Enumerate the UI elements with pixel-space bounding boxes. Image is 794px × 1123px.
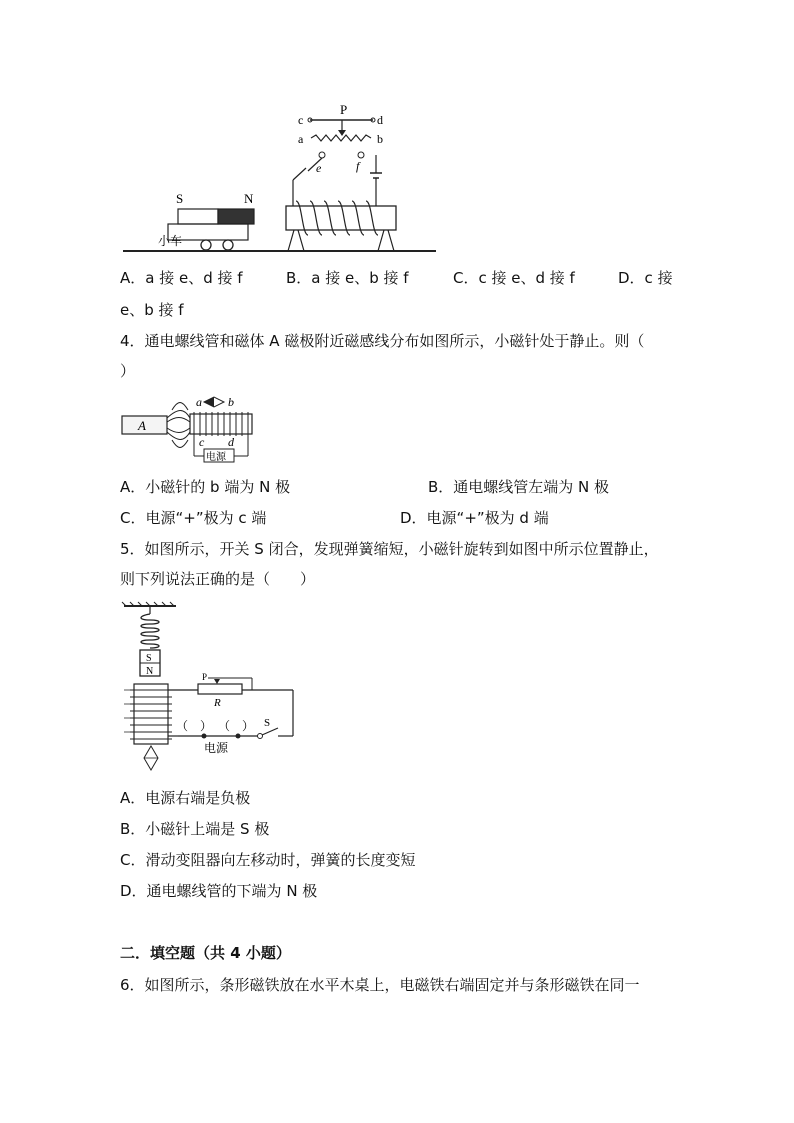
- q5-option-d: D．通电螺线管的下端为 N 极: [120, 882, 318, 900]
- q3-option-d: D．c 接: [618, 269, 673, 287]
- fig1-label-c: c: [298, 113, 304, 127]
- q4-option-d: D．电源“+”极为 d 端: [400, 509, 549, 527]
- q4-option-a: A．小磁针的 b 端为 N 极: [120, 478, 291, 496]
- fig1-label-f: f: [356, 159, 360, 173]
- q4-stem-line2: ）: [120, 362, 136, 380]
- q5-stem-line2: 则下列说法正确的是（ ）: [120, 570, 316, 588]
- fig1-label-b: b: [377, 132, 383, 146]
- q3-option-a: A．a 接 e、d 接 f: [120, 269, 243, 287]
- fig1-label-s: S: [176, 191, 184, 206]
- fig1-label-n: N: [244, 191, 254, 206]
- q5-option-b: B．小磁针上端是 S 极: [120, 820, 270, 838]
- fig1-label-a: a: [298, 132, 304, 146]
- fig5-label-power: 电源: [204, 741, 229, 755]
- fig4-label-power: 电源: [206, 452, 226, 463]
- fig1-label-d: d: [377, 113, 383, 127]
- fig4-label-d: d: [228, 435, 234, 449]
- fig5-label-p: P: [202, 672, 208, 682]
- fig4-label-a: a: [196, 395, 202, 409]
- fig5-label-r: R: [214, 697, 221, 709]
- fig5-label-switch: S: [264, 717, 271, 729]
- q5-option-c: C．滑动变阻器向左移动时，弹簧的长度变短: [120, 851, 416, 869]
- q3-option-c: C．c 接 e、d 接 f: [453, 269, 575, 287]
- fig1-label-e: e: [316, 161, 322, 175]
- q4-stem-line1: 4．通电螺线管和磁体 A 磁极附近磁感线分布如图所示，小磁针处于静止。则（: [120, 332, 645, 350]
- q5-option-a: A．电源右端是负极: [120, 789, 251, 807]
- q5-stem-line1: 5．如图所示，开关 S 闭合，发现弹簧缩短，小磁针旋转到如图中所示位置静止，: [120, 540, 659, 558]
- q3-option-b: B．a 接 e、b 接 f: [286, 269, 409, 287]
- q4-option-b: B．通电螺线管左端为 N 极: [428, 478, 610, 496]
- q6-stem-line1: 6．如图所示，条形磁铁放在水平木桌上，电磁铁右端固定并与条形磁铁在同一: [120, 976, 640, 994]
- fig5-label-paren1: （ ）: [176, 719, 213, 733]
- figure-solenoid-magnet-a: [120, 390, 260, 466]
- figure-electromagnet-cart: [118, 98, 448, 258]
- section-title: 二．填空题（共 4 小题）: [120, 944, 291, 962]
- fig4-label-c: c: [199, 435, 205, 449]
- q3-option-d-continued: e、b 接 f: [120, 301, 184, 319]
- q4-option-c: C．电源“+”极为 c 端: [120, 509, 267, 527]
- fig5-label-paren2: （ ）: [218, 719, 255, 733]
- figure-spring-solenoid: [118, 600, 302, 776]
- fig4-label-a-pole: A: [138, 418, 146, 433]
- fig5-label-s-mag: S: [146, 653, 152, 664]
- fig5-label-n-mag: N: [146, 666, 154, 677]
- fig4-label-b: b: [228, 395, 234, 409]
- fig1-label-cart: 小车: [158, 234, 183, 248]
- fig1-label-p: P: [340, 102, 348, 117]
